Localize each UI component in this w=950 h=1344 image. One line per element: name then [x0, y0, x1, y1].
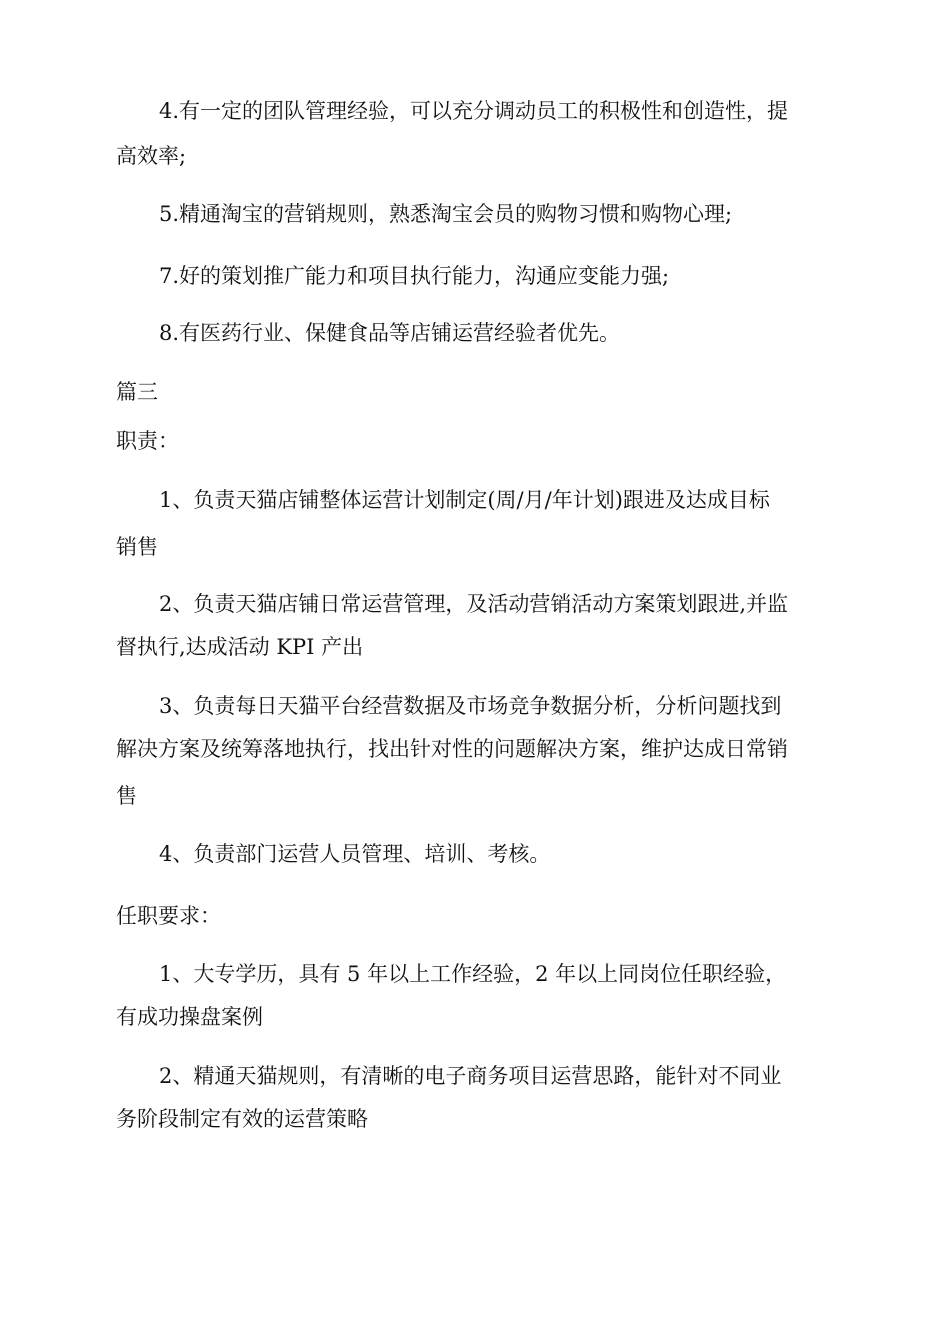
job-requirement-1-line2: 有成功操盘案例	[116, 1005, 263, 1029]
duty-3-line2: 解决方案及统筹落地执行，找出针对性的问题解决方案，维护达成日常销	[116, 737, 788, 761]
duty-2-line1: 2、负责天猫店铺日常运营管理，及活动营销活动方案策划跟进,并监	[159, 592, 789, 616]
duty-3-line3: 售	[116, 784, 137, 808]
requirement-7: 7.好的策划推广能力和项目执行能力，沟通应变能力强;	[159, 264, 670, 288]
duty-4: 4、负责部门运营人员管理、培训、考核。	[159, 842, 551, 866]
duty-1-line1: 1、负责天猫店铺整体运营计划制定(周/月/年计划)跟进及达成目标	[159, 488, 770, 512]
job-requirement-2-line1: 2、精通天猫规则，有清晰的电子商务项目运营思路，能针对不同业	[159, 1064, 782, 1088]
duty-1-line2: 销售	[116, 535, 158, 559]
section-title: 篇三	[116, 380, 158, 404]
requirement-8: 8.有医药行业、保健食品等店铺运营经验者优先。	[159, 321, 621, 345]
duties-heading: 职责：	[116, 429, 179, 453]
job-requirement-2-line2: 务阶段制定有效的运营策略	[116, 1107, 368, 1131]
duty-3-line1: 3、负责每日天猫平台经营数据及市场竞争数据分析，分析问题找到	[159, 694, 782, 718]
requirement-4-line2: 高效率;	[116, 144, 187, 168]
job-requirement-1-line1: 1、大专学历，具有 5 年以上工作经验，2 年以上同岗位任职经验，	[159, 962, 787, 986]
requirement-5: 5.精通淘宝的营销规则，熟悉淘宝会员的购物习惯和购物心理;	[159, 202, 733, 226]
duty-2-line2: 督执行,达成活动 KPI 产出	[116, 635, 364, 659]
requirement-4-line1: 4.有一定的团队管理经验，可以充分调动员工的积极性和创造性，提	[159, 99, 789, 123]
requirements-heading: 任职要求：	[116, 904, 221, 928]
